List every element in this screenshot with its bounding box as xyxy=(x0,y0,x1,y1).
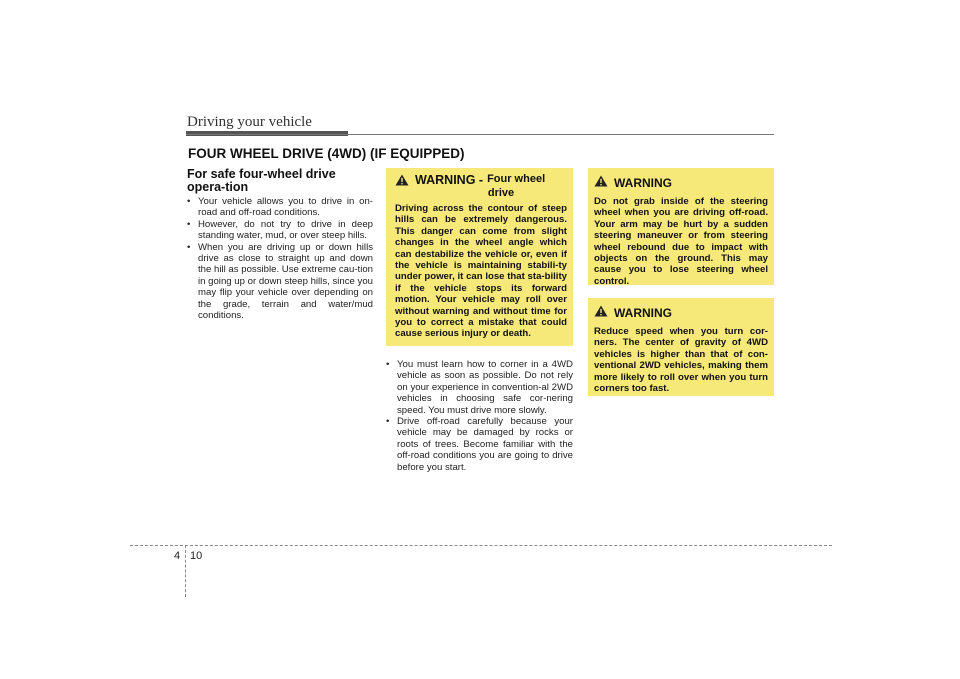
warning-text: Driving across the contour of steep hills can be extremely dangerous. This danger can come from slight changes in the wheel angle which can destabilize the vehicle or, even if the vehicle is maintaining stabili-ty under power, it can lose that sta-bility if the vehicle stops its forward motion. Your vehicle may roll over without warning and without time for you to correct a mistake that could cause serious injury or death. xyxy=(395,203,567,340)
warning-suffix-2: drive xyxy=(487,187,515,199)
footer-divider xyxy=(130,545,832,546)
middle-column-bullets xyxy=(386,359,573,473)
page-number: 10 xyxy=(190,550,203,562)
warning-box-steering xyxy=(588,168,774,285)
warning-header xyxy=(395,173,567,187)
header-rule xyxy=(186,134,774,135)
middle-bullet-list xyxy=(386,359,573,473)
subheading: For safe four-wheel drive opera-tion xyxy=(187,167,336,194)
warning-box-corner-speed xyxy=(588,298,774,396)
warning-label: WARNING - xyxy=(415,173,484,187)
chapter-number: 4 xyxy=(174,550,181,562)
warning-text: Reduce speed when you turn cor-ners. The center of gravity of 4WD vehicles is higher than that of con-ventional 2WD vehicles, making them more likely to roll over when you turn corners too fast. xyxy=(594,326,768,395)
warning-triangle-icon xyxy=(594,305,608,317)
left-bullet-list xyxy=(187,196,373,321)
bullet-item: • Your vehicle allows you to drive in on-road and off-road conditions. xyxy=(187,196,373,219)
warning-label: WARNING xyxy=(614,306,672,320)
left-column xyxy=(187,168,373,321)
warning-label-wrap xyxy=(614,304,768,322)
header-title: Driving your vehicle xyxy=(187,114,312,130)
warning-suffix: Four wheel xyxy=(487,173,546,185)
warning-box-four-wheel-drive xyxy=(386,168,573,346)
bullet-item: • You must learn how to corner in a 4WD vehicle as soon as possible. Do not rely on your experience in convention-al 2WD vehicles in choosing safe cor-nering speed. You must drive more slowly. xyxy=(386,359,573,416)
warning-label-wrap xyxy=(614,174,768,192)
bullet-item: • When you are driving up or down hills drive as close to straight up and down the hill as possible. Use extreme cau-tion in going up or down steep hills, since you may flip your vehicle over depending on the grade, terrain and water/mud conditions. xyxy=(187,242,373,322)
warning-text: Do not grab inside of the steering wheel when you are driving off-road. Your arm may be hurt by a sudden steering maneuver or from steering wheel rebound due to impact with objects on the ground. This may cause you to lose steering wheel control. xyxy=(594,196,768,287)
warning-triangle-icon xyxy=(594,175,608,187)
warning-triangle-icon xyxy=(395,174,409,186)
section-title: FOUR WHEEL DRIVE (4WD) (IF EQUIPPED) xyxy=(188,146,465,161)
bullet-item: • Drive off-road carefully because your vehicle may be damaged by rocks or roots of trees. Become familiar with the off-road conditions you are going to drive before you start. xyxy=(386,416,573,473)
footer-vertical-divider xyxy=(185,545,186,597)
warning-label: WARNING xyxy=(614,176,672,190)
bullet-item: • However, do not try to drive in deep standing water, mud, or over steep hills. xyxy=(187,219,373,242)
